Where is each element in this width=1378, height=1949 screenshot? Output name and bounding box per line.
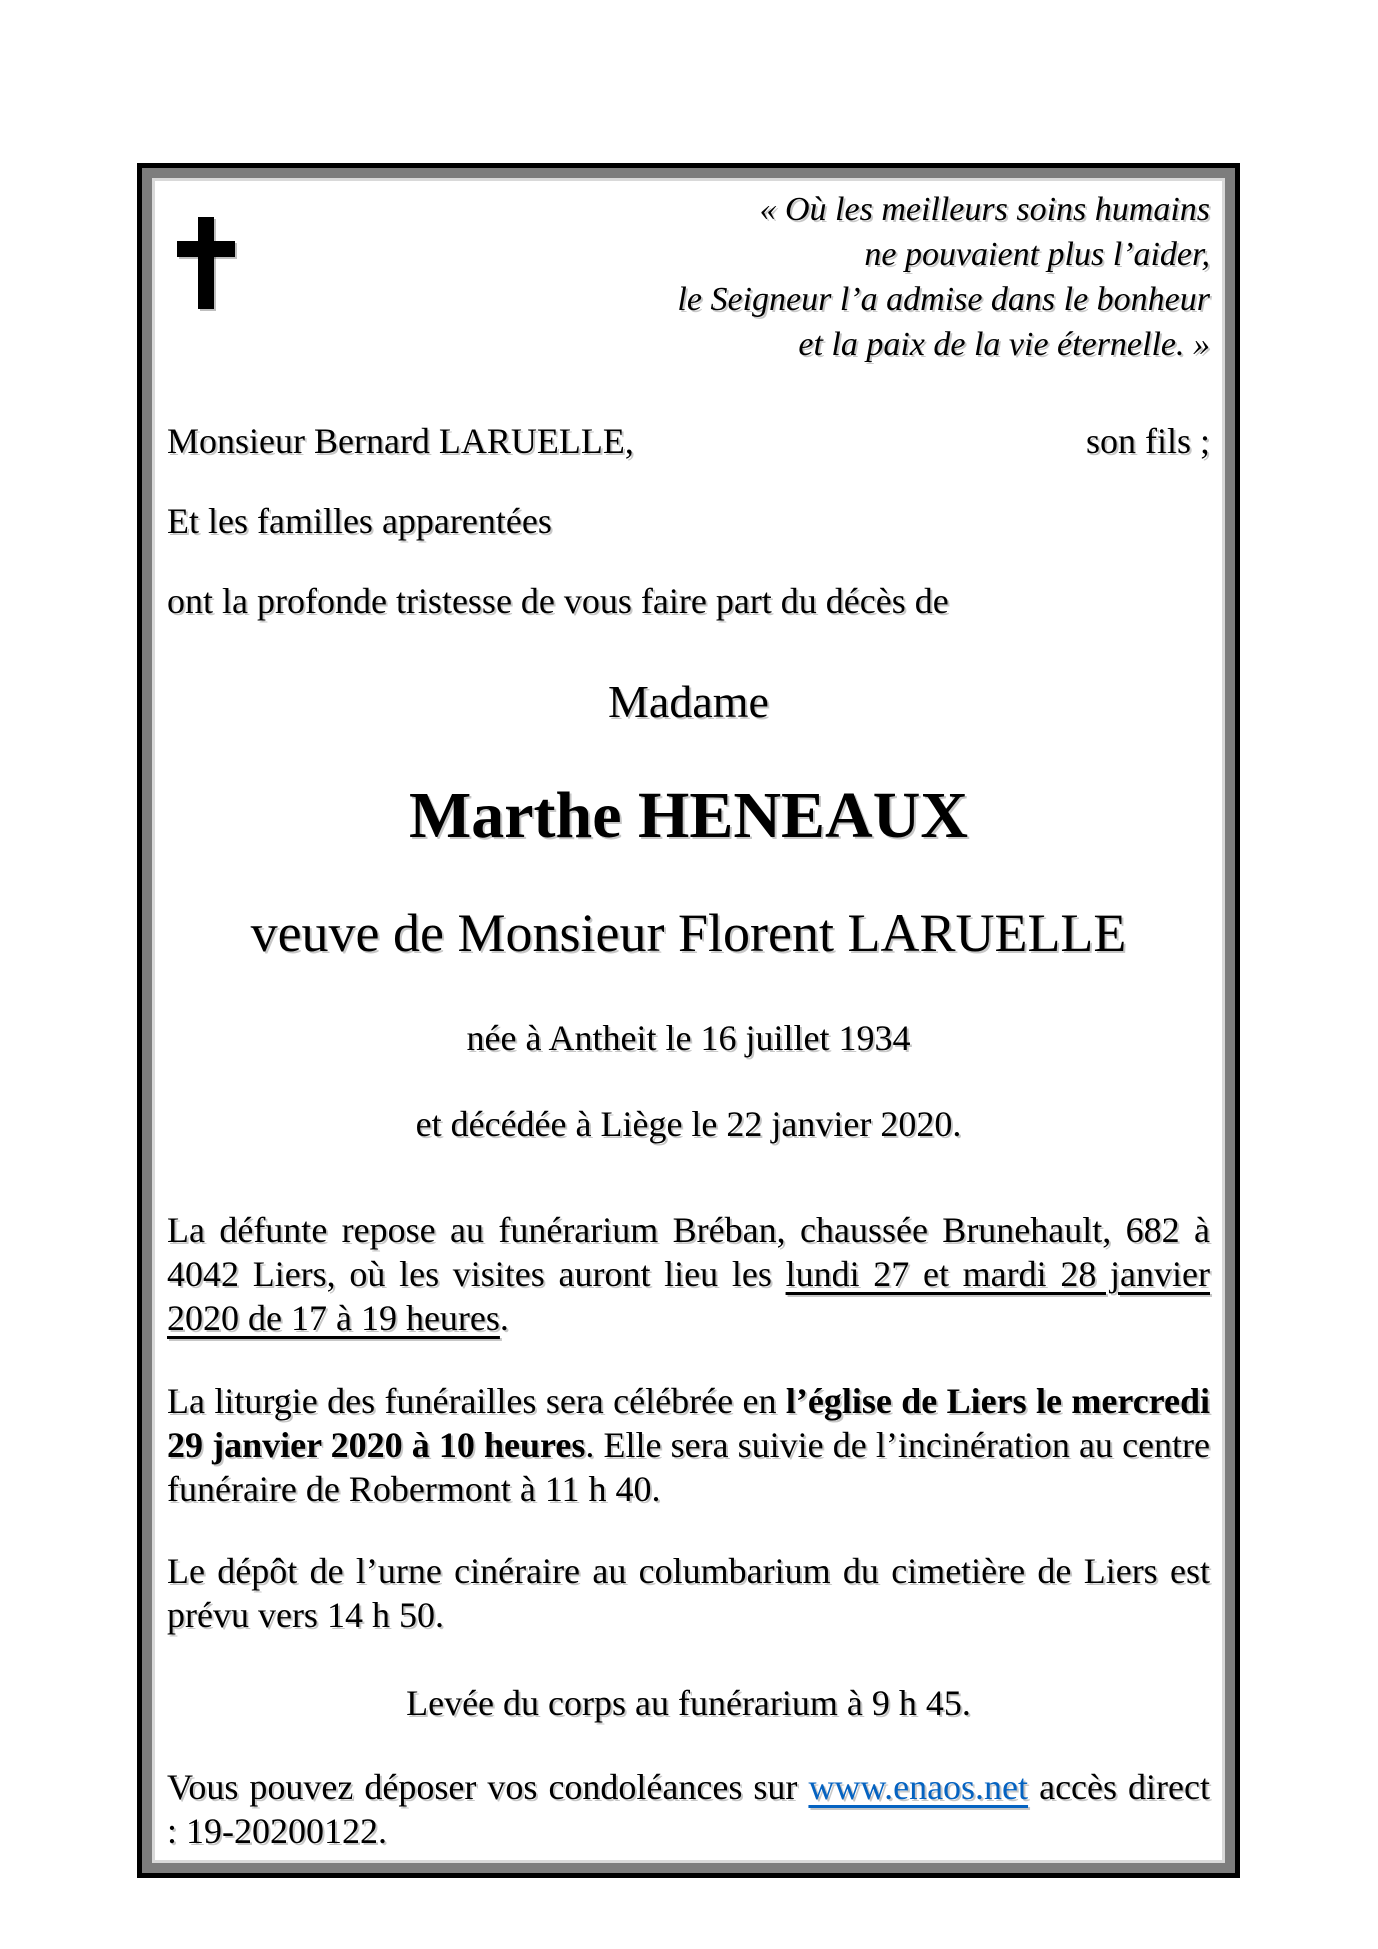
relative-relation: son fils ; bbox=[1085, 421, 1210, 461]
religious-quote bbox=[167, 185, 1210, 367]
deceased-title: Madame bbox=[608, 676, 769, 727]
obituary-content bbox=[155, 181, 1222, 1860]
urn-paragraph: Le dépôt de l’urne cinéraire au columbarium du cimetière de Liers est prévu vers 14 h 50. bbox=[167, 1551, 1210, 1635]
condolences-link[interactable]: www.enaos.net bbox=[808, 1767, 1029, 1807]
liturgy-service-details: l’église de Liers le mercredi 29 janvier 2020 à 10 heures bbox=[167, 1381, 1210, 1465]
condolences-paragraph bbox=[167, 1765, 1210, 1853]
liturgy-text-after: . Elle sera suivie de l’incinération au centre funéraire de Robermont à 11 h 40. bbox=[167, 1425, 1210, 1509]
quote-line-4: et la paix de la vie éternelle. » bbox=[798, 326, 1210, 363]
widow-line: veuve de Monsieur Florent LARUELLE bbox=[250, 903, 1127, 963]
frame-inner-line bbox=[152, 178, 1225, 1863]
condolences-text-after: accès direct : 19-20200122. bbox=[167, 1767, 1210, 1851]
death-line: et décédée à Liège le 22 janvier 2020. bbox=[415, 1104, 962, 1144]
liturgy-text-before: La liturgie des funérailles sera célébrée en bbox=[167, 1381, 786, 1421]
quote-line-3: le Seigneur l’a admise dans le bonheur bbox=[677, 281, 1210, 318]
levee-line: Levée du corps au funérarium à 9 h 45. bbox=[406, 1683, 971, 1723]
latin-cross-icon bbox=[177, 217, 235, 309]
liturgy-paragraph bbox=[167, 1379, 1210, 1511]
condolences-text-before: Vous pouvez déposer vos condoléances sur bbox=[167, 1767, 809, 1807]
deceased-name: Marthe HENEAUX bbox=[408, 779, 969, 852]
repose-text-after: . bbox=[499, 1298, 509, 1338]
families-line: Et les familles apparentées bbox=[167, 501, 552, 541]
repose-text-before: La défunte repose au funérarium Bréban, chaussée Brunehault, 682 à 4042 Liers, où les visites auront lieu les bbox=[167, 1210, 1210, 1294]
frame-gray-band bbox=[142, 168, 1235, 1873]
ornate-frame bbox=[137, 163, 1240, 1878]
quote-line-1: « Où les meilleurs soins humains bbox=[759, 191, 1210, 228]
intro-line: ont la profonde tristesse de vous faire part du décès de bbox=[167, 581, 949, 621]
relatives-line bbox=[167, 419, 1210, 463]
quote-line-2: ne pouvaient plus l’aider, bbox=[864, 236, 1210, 273]
relative-name: Monsieur Bernard LARUELLE, bbox=[167, 421, 634, 461]
birth-line: née à Antheit le 16 juillet 1934 bbox=[466, 1018, 911, 1058]
repose-visit-dates: lundi 27 et mardi 28 janvier 2020 de 17 à 19 heures bbox=[167, 1254, 1211, 1338]
repose-paragraph bbox=[167, 1208, 1210, 1340]
